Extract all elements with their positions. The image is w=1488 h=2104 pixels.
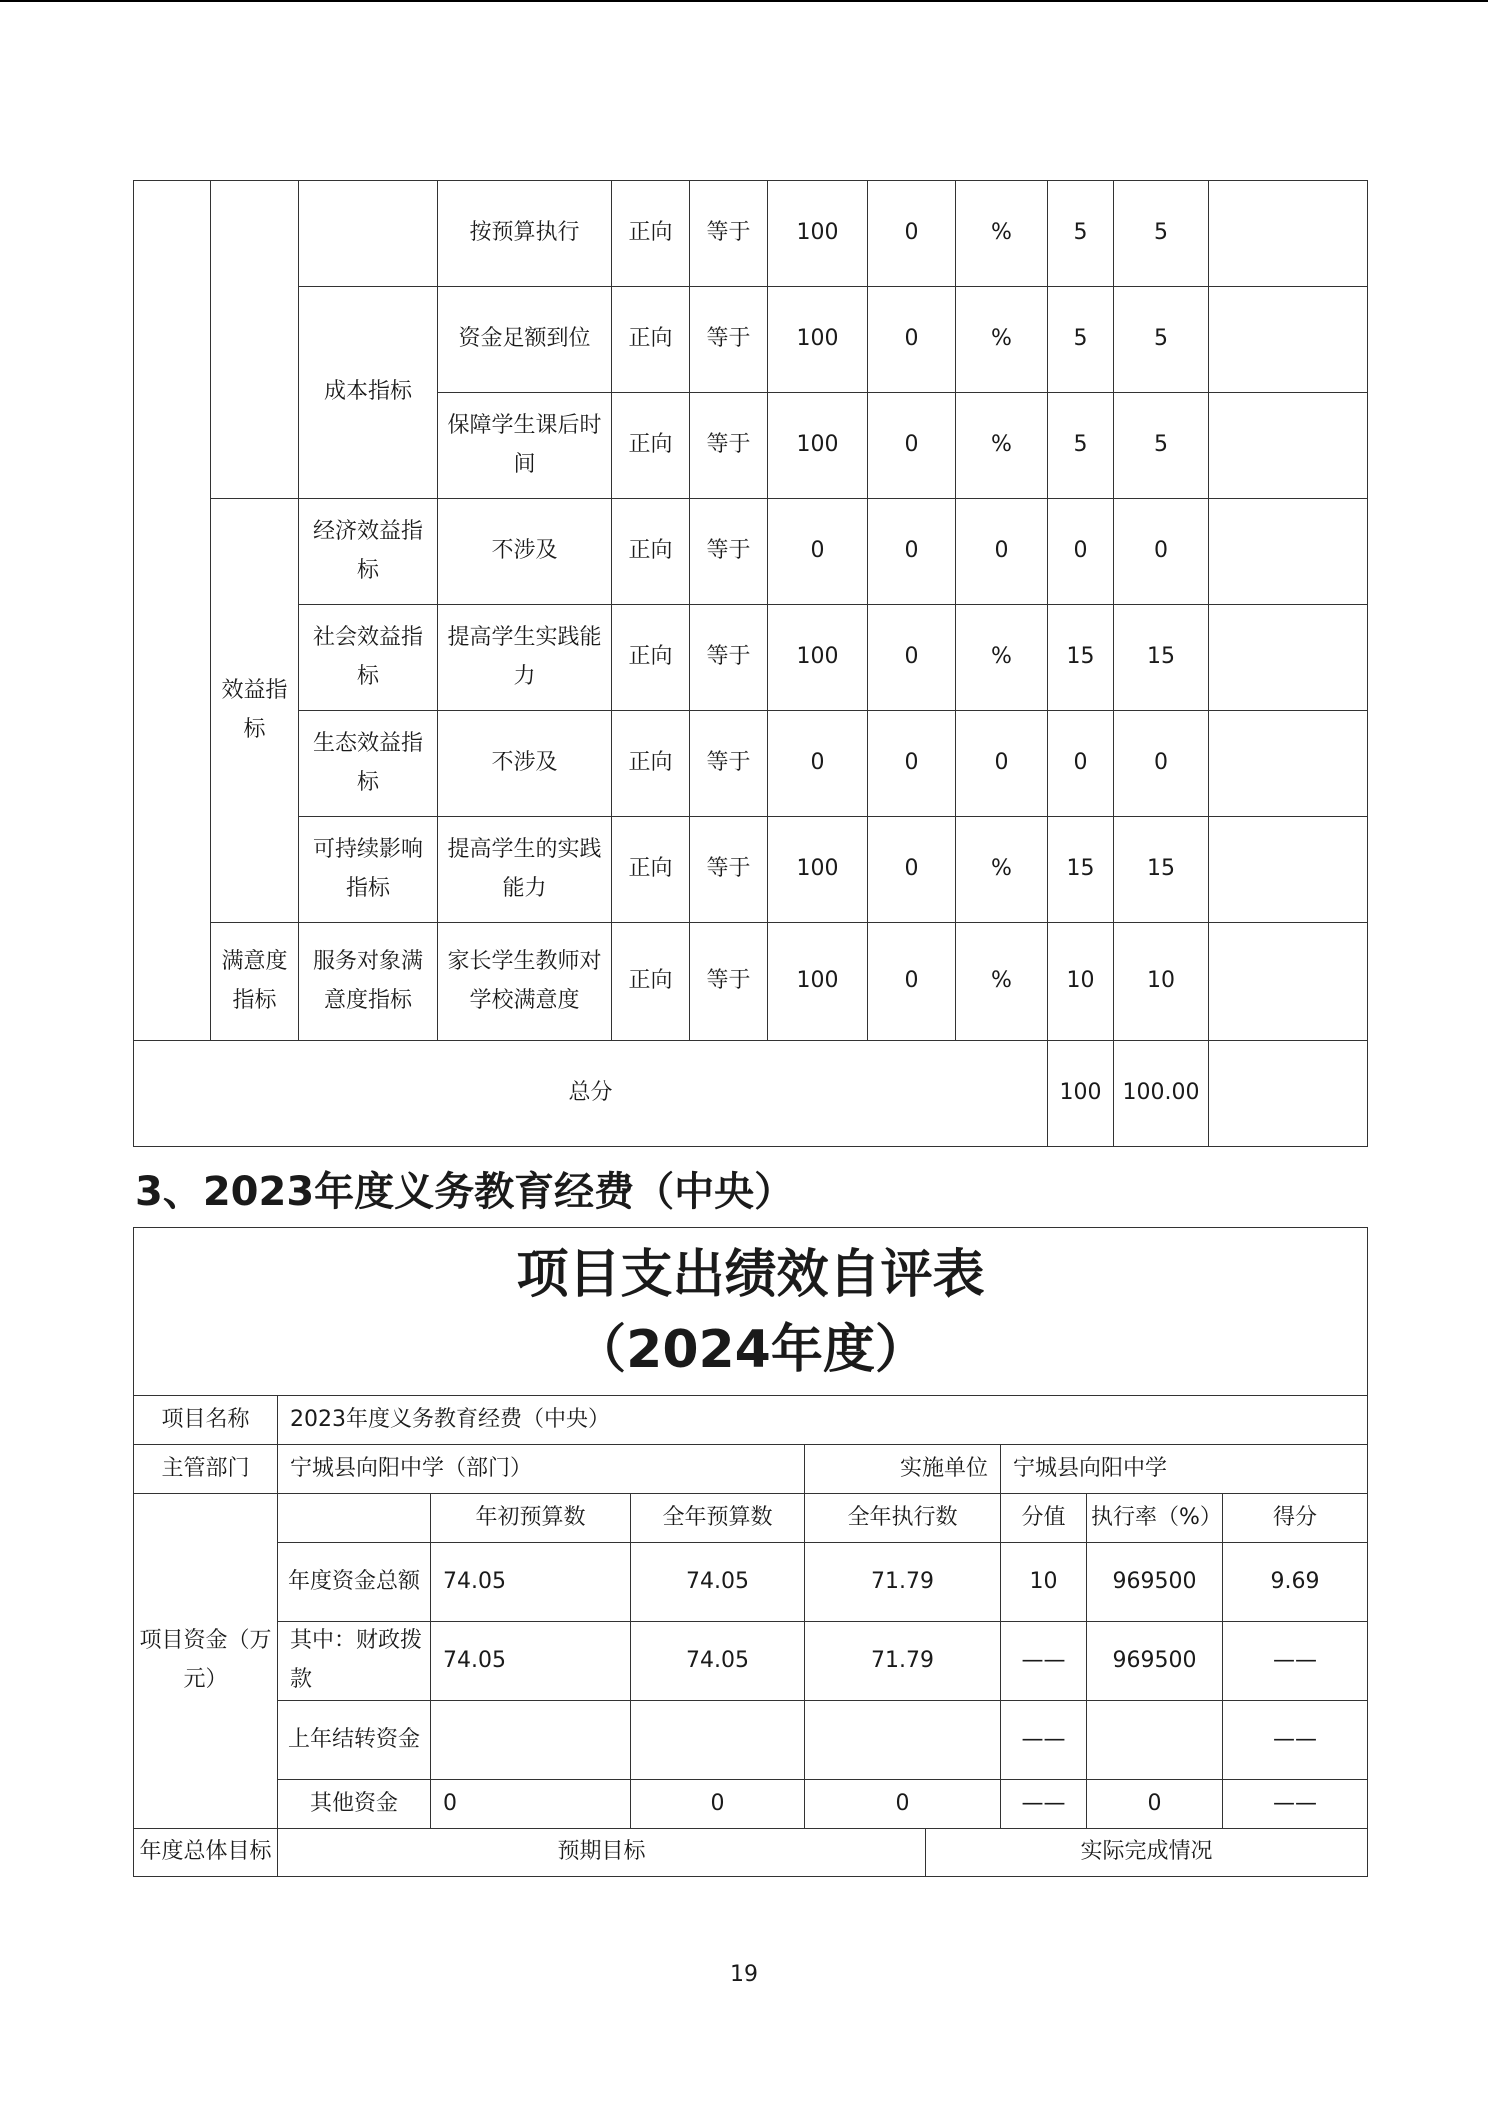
- operator-cell: 等于: [690, 923, 768, 1041]
- col-header: 全年执行数: [805, 1493, 1001, 1542]
- direction-cell: 正向: [612, 605, 690, 711]
- indicator-cell: 按预算执行: [438, 181, 612, 287]
- score-cell: ——: [1223, 1700, 1368, 1779]
- direction-cell: 正向: [612, 711, 690, 817]
- dept-label: 主管部门: [134, 1444, 278, 1493]
- unit-cell: %: [956, 605, 1048, 711]
- col-header: 执行率（%）: [1087, 1493, 1223, 1542]
- weight-cell: 0: [1048, 711, 1114, 817]
- page-number: 19: [730, 1962, 758, 1987]
- initial-budget-cell: 0: [431, 1779, 631, 1828]
- value-cell: 0: [868, 605, 956, 711]
- remark-cell: [1209, 711, 1368, 817]
- target-cell: 100: [768, 287, 868, 393]
- operator-cell: 等于: [690, 711, 768, 817]
- rate-cell: 0: [1087, 1779, 1223, 1828]
- score-cell: 5: [1114, 181, 1209, 287]
- executed-cell: 71.79: [805, 1621, 1001, 1700]
- value-cell: 0: [868, 181, 956, 287]
- target-cell: 100: [768, 817, 868, 923]
- department-row: [134, 1444, 1368, 1493]
- value-cell: 0: [868, 711, 956, 817]
- score-cell: ——: [1223, 1779, 1368, 1828]
- unit-cell: 0: [956, 711, 1048, 817]
- points-cell: ——: [1001, 1621, 1087, 1700]
- points-cell: ——: [1001, 1700, 1087, 1779]
- remark-cell: [1209, 499, 1368, 605]
- col-header: 全年预算数: [631, 1493, 805, 1542]
- unit-cell: %: [956, 393, 1048, 499]
- total-score: 100.00: [1114, 1041, 1209, 1147]
- operator-cell: 等于: [690, 605, 768, 711]
- value-cell: 0: [868, 393, 956, 499]
- initial-budget-cell: [431, 1700, 631, 1779]
- project-name-label: 项目名称: [134, 1395, 278, 1444]
- value-cell: 0: [868, 817, 956, 923]
- weight-cell: 15: [1048, 817, 1114, 923]
- weight-cell: 10: [1048, 923, 1114, 1041]
- remark-cell: [1209, 393, 1368, 499]
- self-evaluation-table: [133, 1227, 1368, 1877]
- annual-budget-cell: 0: [631, 1779, 805, 1828]
- points-cell: 10: [1001, 1542, 1087, 1621]
- table-row: [134, 181, 1368, 287]
- fund-row: [134, 1700, 1368, 1779]
- remark-cell: [1209, 817, 1368, 923]
- category-cell: 服务对象满意度指标: [299, 923, 438, 1041]
- remark-cell: [1209, 1041, 1368, 1147]
- indicator-cell: 保障学生课后时间: [438, 393, 612, 499]
- fund-row-label: 上年结转资金: [278, 1700, 431, 1779]
- blank-cell: [211, 181, 299, 499]
- category-cell: 经济效益指标: [299, 499, 438, 605]
- annual-budget-cell: [631, 1700, 805, 1779]
- fund-row-label: 年度资金总额: [278, 1542, 431, 1621]
- operator-cell: 等于: [690, 181, 768, 287]
- table-row: [134, 923, 1368, 1041]
- col-header: 年初预算数: [431, 1493, 631, 1542]
- executed-cell: [805, 1700, 1001, 1779]
- col-header: 得分: [1223, 1493, 1368, 1542]
- page-top-border: [0, 0, 1488, 2]
- points-cell: ——: [1001, 1779, 1087, 1828]
- unit-cell: %: [956, 923, 1048, 1041]
- table-row: [134, 817, 1368, 923]
- dept-value: 宁城县向阳中学（部门）: [278, 1444, 805, 1493]
- score-cell: 5: [1114, 287, 1209, 393]
- direction-cell: 正向: [612, 817, 690, 923]
- unit-cell: %: [956, 817, 1048, 923]
- target-cell: 100: [768, 605, 868, 711]
- direction-cell: 正向: [612, 499, 690, 605]
- expected-goal-header: 预期目标: [278, 1828, 926, 1876]
- title-row: [134, 1228, 1368, 1396]
- initial-budget-cell: 74.05: [431, 1542, 631, 1621]
- unit-cell: %: [956, 181, 1048, 287]
- fund-row: [134, 1542, 1368, 1621]
- indicator-cell: 不涉及: [438, 711, 612, 817]
- fund-header-row: [134, 1493, 1368, 1542]
- executed-cell: 0: [805, 1779, 1001, 1828]
- indicator-cell: 资金足额到位: [438, 287, 612, 393]
- unit-cell: %: [956, 287, 1048, 393]
- indicator-cell: 家长学生教师对学校满意度: [438, 923, 612, 1041]
- fund-row: [134, 1621, 1368, 1700]
- table-row: [134, 605, 1368, 711]
- remark-cell: [1209, 923, 1368, 1041]
- blank-cell: [278, 1493, 431, 1542]
- form-title-line-2: （2024年度）: [574, 1320, 927, 1381]
- indicator-cell: 提高学生的实践能力: [438, 817, 612, 923]
- target-cell: 100: [768, 923, 868, 1041]
- total-weight: 100: [1048, 1041, 1114, 1147]
- total-label: 总分: [134, 1041, 1048, 1147]
- unit-cell: 0: [956, 499, 1048, 605]
- direction-cell: 正向: [612, 393, 690, 499]
- total-row: [134, 1041, 1368, 1147]
- table-row: [134, 711, 1368, 817]
- score-cell: 9.69: [1223, 1542, 1368, 1621]
- rate-cell: 969500: [1087, 1621, 1223, 1700]
- score-cell: 15: [1114, 817, 1209, 923]
- weight-cell: 5: [1048, 181, 1114, 287]
- operator-cell: 等于: [690, 499, 768, 605]
- score-cell: ——: [1223, 1621, 1368, 1700]
- indicator-cell: 提高学生实践能力: [438, 605, 612, 711]
- form-title: [134, 1228, 1368, 1396]
- project-name-row: [134, 1395, 1368, 1444]
- rate-cell: [1087, 1700, 1223, 1779]
- executed-cell: 71.79: [805, 1542, 1001, 1621]
- performance-indicator-table: [133, 180, 1368, 1147]
- value-cell: 0: [868, 287, 956, 393]
- category-cell: 生态效益指标: [299, 711, 438, 817]
- funds-label: 项目资金（万元）: [134, 1493, 278, 1828]
- remark-cell: [1209, 181, 1368, 287]
- score-cell: 10: [1114, 923, 1209, 1041]
- annual-budget-cell: 74.05: [631, 1542, 805, 1621]
- score-cell: 0: [1114, 499, 1209, 605]
- score-cell: 0: [1114, 711, 1209, 817]
- initial-budget-cell: 74.05: [431, 1621, 631, 1700]
- weight-cell: 0: [1048, 499, 1114, 605]
- remark-cell: [1209, 287, 1368, 393]
- target-cell: 100: [768, 181, 868, 287]
- weight-cell: 5: [1048, 393, 1114, 499]
- group-cell: 满意度指标: [211, 923, 299, 1041]
- direction-cell: 正向: [612, 181, 690, 287]
- impl-label: 实施单位: [805, 1444, 1001, 1493]
- category-cell: 社会效益指标: [299, 605, 438, 711]
- fund-row: [134, 1779, 1368, 1828]
- category-cell: 成本指标: [299, 287, 438, 499]
- blank-cell: [299, 181, 438, 287]
- operator-cell: 等于: [690, 817, 768, 923]
- col-header: 分值: [1001, 1493, 1087, 1542]
- direction-cell: 正向: [612, 923, 690, 1041]
- value-cell: 0: [868, 923, 956, 1041]
- score-cell: 5: [1114, 393, 1209, 499]
- direction-cell: 正向: [612, 287, 690, 393]
- form-title-line-1: 项目支出绩效自评表: [516, 1245, 985, 1305]
- impl-value: 宁城县向阳中学: [1001, 1444, 1368, 1493]
- operator-cell: 等于: [690, 393, 768, 499]
- operator-cell: 等于: [690, 287, 768, 393]
- project-name-value: 2023年度义务教育经费（中央）: [278, 1395, 1368, 1444]
- annual-budget-cell: 74.05: [631, 1621, 805, 1700]
- value-cell: 0: [868, 499, 956, 605]
- fund-row-label: 其他资金: [278, 1779, 431, 1828]
- weight-cell: 15: [1048, 605, 1114, 711]
- score-cell: 15: [1114, 605, 1209, 711]
- target-cell: 0: [768, 499, 868, 605]
- weight-cell: 5: [1048, 287, 1114, 393]
- group-cell: 效益指标: [211, 499, 299, 923]
- rate-cell: 969500: [1087, 1542, 1223, 1621]
- table-row: [134, 499, 1368, 605]
- goal-label: 年度总体目标: [134, 1828, 278, 1876]
- target-cell: 0: [768, 711, 868, 817]
- goal-row: [134, 1828, 1368, 1876]
- blank-cell: [134, 181, 211, 1041]
- fund-row-label: 其中：财政拨款: [278, 1621, 431, 1700]
- section-heading: 3、2023年度义务教育经费（中央）: [135, 1169, 795, 1215]
- remark-cell: [1209, 605, 1368, 711]
- target-cell: 100: [768, 393, 868, 499]
- indicator-cell: 不涉及: [438, 499, 612, 605]
- category-cell: 可持续影响指标: [299, 817, 438, 923]
- actual-result-header: 实际完成情况: [926, 1828, 1368, 1876]
- table-row: [134, 287, 1368, 393]
